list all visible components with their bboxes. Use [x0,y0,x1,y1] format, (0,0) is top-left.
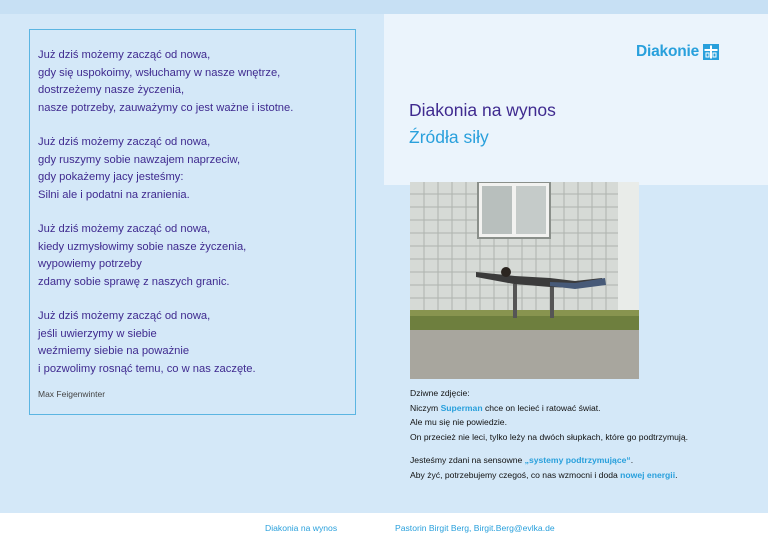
poem-line: Już dziś możemy zacząć od nowa, [38,49,211,61]
photo-man-lying-on-posts [410,182,639,379]
poem-line: Silni ale i podatni na zranienia. [38,188,190,201]
poem-line: Już dziś możemy zacząć od nowa, [38,310,211,322]
logo-text: Diakonie [636,43,700,60]
highlight-energy: nowej energii [620,469,676,480]
page-subtitle: Źródła siły [409,127,489,147]
poem-stanza-4 [38,308,256,378]
poem-line: Już dziś możemy zacząć od nowa, [38,136,211,148]
poem-stanza-1 [38,47,293,117]
diakonie-logo [636,43,719,61]
poem-line: dostrzeżemy nasze życzenia, [38,84,185,96]
caption-line: On przecież nie leci, tylko leży na dwóch słupkach, które go podtrzymują. [410,431,688,442]
footer-title: Diakonia na wynos [265,523,338,533]
caption-line: Ale mu się nie powiedzie. [410,417,507,427]
diakonie-cross-icon [703,44,719,60]
poem-line: jeśli uwierzymy w siebie [38,327,157,340]
poem-line: wypowiemy potrzeby [38,258,142,270]
caption-line: Dziwne zdjęcie: [410,388,470,398]
poem-line: Już dziś możemy zacząć od nowa, [38,223,211,235]
poem-line: gdy pokażemy jacy jesteśmy: [38,171,184,183]
poem-line: kiedy uzmysłowimy sobie nasze życzenia, [38,240,247,253]
footer-contact: Pastorin Birgit Berg, Birgit.Berg@evlka.de [395,523,555,533]
poem-author: Max Feigenwinter [38,389,106,399]
poem-line: zdamy sobie sprawę z naszych granic. [38,275,230,288]
caption-line: Niczym Superman chce on lecieć i ratować świat. [410,402,601,413]
poem-line: gdy ruszymy sobie nawzajem naprzeciw, [38,153,241,166]
highlight-superman: Superman [440,402,483,413]
poem-line: nasze potrzeby, zauważymy co jest ważne i istotne. [38,101,294,114]
poem-line: weźmiemy siebie na poważnie [38,345,190,357]
photo-caption [410,386,688,482]
poem-line: gdy się uspokoimy, wsłuchamy w nasze wnętrze, [38,66,281,79]
poem-stanza-2 [38,134,240,204]
highlight-systems: „systemy podtrzymujące“ [524,455,631,465]
top-band [0,0,768,14]
footer-band [0,513,768,543]
caption-line: Jesteśmy zdani na sensowne „systemy podtrzymujące“. [410,455,634,465]
caption-line: Aby żyć, potrzebujemy czegoś, co nas wzmocni i doda nowej energii. [410,469,678,480]
poem-stanza-3 [38,221,246,291]
page-title: Diakonia na wynos [409,100,556,120]
poem-box [29,29,356,415]
poem-line: i pozwolimy rosnąć temu, co w nas zaczęte. [38,362,256,375]
